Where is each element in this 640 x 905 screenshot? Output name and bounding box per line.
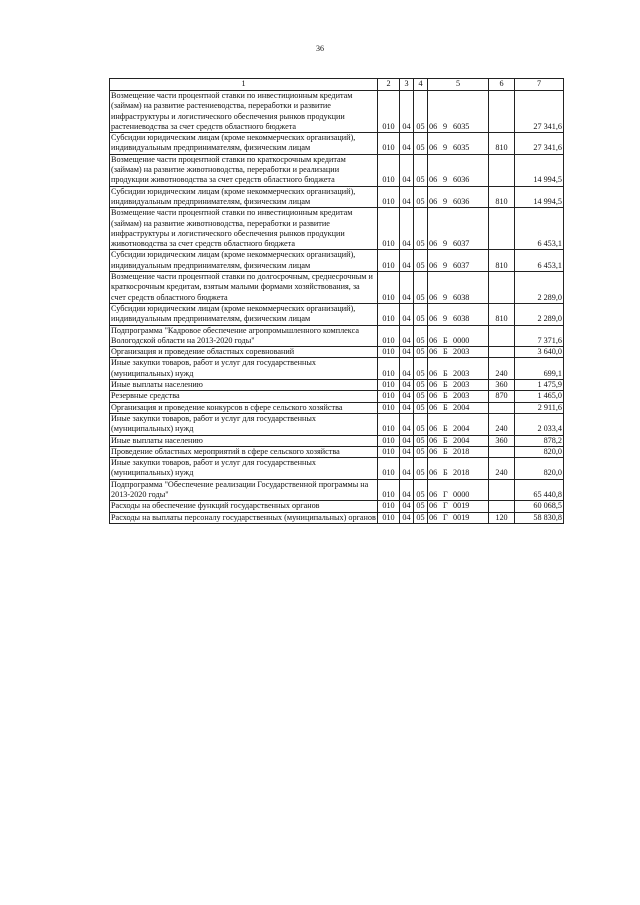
code-program: 06 bbox=[429, 501, 438, 511]
row-col2: 010 bbox=[378, 133, 400, 155]
code-subprogram: Б bbox=[443, 347, 448, 357]
code-program: 06 bbox=[429, 335, 438, 345]
code-program: 06 bbox=[429, 239, 438, 249]
row-col6 bbox=[489, 402, 515, 413]
row-name: Субсидии юридическим лицам (кроме некоммерческих организаций), индивидуальным предпринимателям, физическим лицам bbox=[110, 186, 378, 208]
row-col5 bbox=[428, 250, 489, 272]
row-amount: 7 371,6 bbox=[515, 325, 564, 347]
code-subprogram: 9 bbox=[443, 175, 448, 185]
table-row bbox=[110, 208, 564, 250]
row-col2: 010 bbox=[378, 272, 400, 304]
row-col4: 05 bbox=[414, 303, 428, 325]
code-direction: 6037 bbox=[453, 239, 470, 249]
row-col6 bbox=[489, 325, 515, 347]
row-amount: 1 475,9 bbox=[515, 380, 564, 391]
header-cell: 6 bbox=[489, 79, 515, 91]
table-row bbox=[110, 154, 564, 186]
code-direction: 0019 bbox=[453, 512, 470, 522]
row-name: Резервные средства bbox=[110, 391, 378, 402]
row-col2: 010 bbox=[378, 250, 400, 272]
budget-table bbox=[109, 78, 564, 524]
table-row bbox=[110, 446, 564, 457]
code-program: 06 bbox=[429, 402, 438, 412]
table-row bbox=[110, 402, 564, 413]
row-amount: 60 068,5 bbox=[515, 501, 564, 512]
table-row bbox=[110, 303, 564, 325]
row-col4: 05 bbox=[414, 208, 428, 250]
code-direction: 2018 bbox=[453, 468, 470, 478]
row-col2: 010 bbox=[378, 435, 400, 446]
row-col5 bbox=[428, 512, 489, 523]
row-amount: 878,2 bbox=[515, 435, 564, 446]
row-col2: 010 bbox=[378, 501, 400, 512]
row-col2: 010 bbox=[378, 303, 400, 325]
row-col3: 04 bbox=[400, 512, 414, 523]
row-name: Иные выплаты населению bbox=[110, 435, 378, 446]
code-subprogram: 9 bbox=[443, 121, 448, 131]
row-name: Иные закупки товаров, работ и услуг для государственных (муниципальных) нужд bbox=[110, 458, 378, 480]
row-col4: 05 bbox=[414, 325, 428, 347]
row-col3: 04 bbox=[400, 446, 414, 457]
code-direction: 2003 bbox=[453, 391, 470, 401]
row-name: Иные выплаты населению bbox=[110, 380, 378, 391]
code-direction: 6035 bbox=[453, 143, 470, 153]
table-row bbox=[110, 435, 564, 446]
row-col5 bbox=[428, 303, 489, 325]
row-col2: 010 bbox=[378, 391, 400, 402]
row-col6: 360 bbox=[489, 380, 515, 391]
row-amount: 6 453,1 bbox=[515, 250, 564, 272]
row-col3: 04 bbox=[400, 458, 414, 480]
code-direction: 6035 bbox=[453, 121, 470, 131]
code-subprogram: Б bbox=[443, 335, 448, 345]
row-col5 bbox=[428, 458, 489, 480]
code-direction: 2003 bbox=[453, 380, 470, 390]
code-direction: 2018 bbox=[453, 446, 470, 456]
row-col2: 010 bbox=[378, 458, 400, 480]
row-col6 bbox=[489, 446, 515, 457]
row-amount: 27 341,6 bbox=[515, 133, 564, 155]
row-name: Иные закупки товаров, работ и услуг для государственных (муниципальных) нужд bbox=[110, 413, 378, 435]
row-col4: 05 bbox=[414, 272, 428, 304]
row-amount: 27 341,6 bbox=[515, 91, 564, 133]
table-row bbox=[110, 325, 564, 347]
code-program: 06 bbox=[429, 424, 438, 434]
row-col2: 010 bbox=[378, 325, 400, 347]
row-amount: 2 911,6 bbox=[515, 402, 564, 413]
code-program: 06 bbox=[429, 121, 438, 131]
row-name: Иные закупки товаров, работ и услуг для государственных (муниципальных) нужд bbox=[110, 358, 378, 380]
row-amount: 6 453,1 bbox=[515, 208, 564, 250]
row-amount: 14 994,5 bbox=[515, 154, 564, 186]
code-program: 06 bbox=[429, 380, 438, 390]
row-col6: 240 bbox=[489, 413, 515, 435]
row-col2: 010 bbox=[378, 446, 400, 457]
code-program: 06 bbox=[429, 368, 438, 378]
row-name: Проведение областных мероприятий в сфере сельского хозяйства bbox=[110, 446, 378, 457]
code-subprogram: 9 bbox=[443, 143, 448, 153]
row-col4: 05 bbox=[414, 380, 428, 391]
row-col5 bbox=[428, 208, 489, 250]
table-row bbox=[110, 358, 564, 380]
row-col2: 010 bbox=[378, 154, 400, 186]
table-row bbox=[110, 380, 564, 391]
code-program: 06 bbox=[429, 468, 438, 478]
code-program: 06 bbox=[429, 260, 438, 270]
table-row bbox=[110, 391, 564, 402]
row-col3: 04 bbox=[400, 186, 414, 208]
code-subprogram: Б bbox=[443, 391, 448, 401]
row-amount: 699,1 bbox=[515, 358, 564, 380]
row-name: Подпрограмма "Кадровое обеспечение агропромышленного комплекса Вологодской области на 2013-2020 годы" bbox=[110, 325, 378, 347]
code-subprogram: 9 bbox=[443, 292, 448, 302]
row-col3: 04 bbox=[400, 391, 414, 402]
row-col6 bbox=[489, 272, 515, 304]
row-amount: 3 640,0 bbox=[515, 347, 564, 358]
row-col5 bbox=[428, 186, 489, 208]
row-col2: 010 bbox=[378, 208, 400, 250]
row-col5 bbox=[428, 413, 489, 435]
row-col4: 05 bbox=[414, 458, 428, 480]
row-col6: 810 bbox=[489, 133, 515, 155]
code-subprogram: Б bbox=[443, 424, 448, 434]
row-name: Субсидии юридическим лицам (кроме некоммерческих организаций), индивидуальным предпринимателям, физическим лицам bbox=[110, 250, 378, 272]
row-col5 bbox=[428, 446, 489, 457]
header-row bbox=[110, 79, 564, 91]
row-col6: 810 bbox=[489, 250, 515, 272]
row-col2: 010 bbox=[378, 91, 400, 133]
row-col5 bbox=[428, 347, 489, 358]
code-program: 06 bbox=[429, 489, 438, 499]
row-col4: 05 bbox=[414, 250, 428, 272]
code-direction: 2003 bbox=[453, 347, 470, 357]
row-name: Субсидии юридическим лицам (кроме некоммерческих организаций), индивидуальным предпринимателям, физическим лицам bbox=[110, 303, 378, 325]
row-col3: 04 bbox=[400, 380, 414, 391]
row-col6 bbox=[489, 208, 515, 250]
row-col3: 04 bbox=[400, 358, 414, 380]
code-subprogram: Г bbox=[443, 512, 448, 522]
row-col2: 010 bbox=[378, 186, 400, 208]
header-cell: 3 bbox=[400, 79, 414, 91]
row-amount: 2 289,0 bbox=[515, 272, 564, 304]
row-amount: 1 465,0 bbox=[515, 391, 564, 402]
code-subprogram: Б bbox=[443, 435, 448, 445]
header-cell: 4 bbox=[414, 79, 428, 91]
header-cell: 2 bbox=[378, 79, 400, 91]
row-col4: 05 bbox=[414, 435, 428, 446]
row-col5 bbox=[428, 325, 489, 347]
code-subprogram: Б bbox=[443, 468, 448, 478]
row-col6 bbox=[489, 479, 515, 501]
code-program: 06 bbox=[429, 143, 438, 153]
row-col3: 04 bbox=[400, 250, 414, 272]
row-col3: 04 bbox=[400, 208, 414, 250]
row-col4: 05 bbox=[414, 347, 428, 358]
row-name: Возмещение части процентной ставки по краткосрочным кредитам (займам) на развитие животноводства, переработки и реализации продукции животноводства за счет средств областного бюджета bbox=[110, 154, 378, 186]
header-cell: 7 bbox=[515, 79, 564, 91]
row-col2: 010 bbox=[378, 479, 400, 501]
row-col5 bbox=[428, 358, 489, 380]
code-subprogram: 9 bbox=[443, 196, 448, 206]
row-col6: 240 bbox=[489, 458, 515, 480]
row-amount: 2 033,4 bbox=[515, 413, 564, 435]
row-col3: 04 bbox=[400, 413, 414, 435]
row-col5 bbox=[428, 91, 489, 133]
table-row bbox=[110, 479, 564, 501]
code-subprogram: Г bbox=[443, 501, 448, 511]
row-col3: 04 bbox=[400, 435, 414, 446]
row-col4: 05 bbox=[414, 154, 428, 186]
row-col4: 05 bbox=[414, 133, 428, 155]
code-direction: 2004 bbox=[453, 402, 470, 412]
code-direction: 6037 bbox=[453, 260, 470, 270]
row-col2: 010 bbox=[378, 380, 400, 391]
row-col5 bbox=[428, 402, 489, 413]
table-row bbox=[110, 186, 564, 208]
code-program: 06 bbox=[429, 435, 438, 445]
row-col6 bbox=[489, 501, 515, 512]
code-direction: 6038 bbox=[453, 292, 470, 302]
code-program: 06 bbox=[429, 196, 438, 206]
row-name: Подпрограмма "Обеспечение реализации Государственной программы на 2013-2020 годы" bbox=[110, 479, 378, 501]
row-col3: 04 bbox=[400, 272, 414, 304]
row-name: Субсидии юридическим лицам (кроме некоммерческих организаций), индивидуальным предпринимателям, физическим лицам bbox=[110, 133, 378, 155]
row-col3: 04 bbox=[400, 303, 414, 325]
row-col6: 810 bbox=[489, 186, 515, 208]
code-subprogram: Б bbox=[443, 368, 448, 378]
table-row bbox=[110, 501, 564, 512]
code-direction: 6036 bbox=[453, 175, 470, 185]
code-program: 06 bbox=[429, 512, 438, 522]
row-col4: 05 bbox=[414, 402, 428, 413]
row-col3: 04 bbox=[400, 325, 414, 347]
code-subprogram: Б bbox=[443, 446, 448, 456]
table-row bbox=[110, 133, 564, 155]
code-subprogram: 9 bbox=[443, 314, 448, 324]
code-subprogram: 9 bbox=[443, 260, 448, 270]
row-col2: 010 bbox=[378, 402, 400, 413]
row-col6: 810 bbox=[489, 303, 515, 325]
row-amount: 14 994,5 bbox=[515, 186, 564, 208]
row-col5 bbox=[428, 391, 489, 402]
code-direction: 0000 bbox=[453, 335, 470, 345]
row-name: Организация и проведение конкурсов в сфере сельского хозяйства bbox=[110, 402, 378, 413]
table-row bbox=[110, 512, 564, 523]
row-col3: 04 bbox=[400, 501, 414, 512]
row-col4: 05 bbox=[414, 446, 428, 457]
code-program: 06 bbox=[429, 292, 438, 302]
row-name: Возмещение части процентной ставки по инвестиционным кредитам (займам) на развитие растениеводства, переработки и развитие инфраструктуры и логистического обеспечения рынков продукции растениеводства за счет средств областного бюджета bbox=[110, 91, 378, 133]
code-direction: 6038 bbox=[453, 314, 470, 324]
row-col2: 010 bbox=[378, 347, 400, 358]
row-col2: 010 bbox=[378, 413, 400, 435]
row-col3: 04 bbox=[400, 402, 414, 413]
row-col2: 010 bbox=[378, 512, 400, 523]
row-col5 bbox=[428, 380, 489, 391]
row-col5 bbox=[428, 501, 489, 512]
code-program: 06 bbox=[429, 314, 438, 324]
row-col3: 04 bbox=[400, 347, 414, 358]
row-amount: 820,0 bbox=[515, 446, 564, 457]
table-row bbox=[110, 250, 564, 272]
row-col5 bbox=[428, 154, 489, 186]
code-direction: 2004 bbox=[453, 435, 470, 445]
code-direction: 0019 bbox=[453, 501, 470, 511]
page-number: 36 bbox=[316, 44, 324, 53]
row-col5 bbox=[428, 479, 489, 501]
code-direction: 6036 bbox=[453, 196, 470, 206]
row-col4: 05 bbox=[414, 91, 428, 133]
row-amount: 2 289,0 bbox=[515, 303, 564, 325]
code-program: 06 bbox=[429, 175, 438, 185]
row-col6: 120 bbox=[489, 512, 515, 523]
table-row bbox=[110, 413, 564, 435]
row-col4: 05 bbox=[414, 479, 428, 501]
row-name: Расходы на выплаты персоналу государственных (муниципальных) органов bbox=[111, 512, 376, 522]
row-col6: 240 bbox=[489, 358, 515, 380]
code-direction: 0000 bbox=[453, 489, 470, 499]
code-direction: 2003 bbox=[453, 368, 470, 378]
header-cell: 1 bbox=[110, 79, 378, 91]
row-amount: 58 830,8 bbox=[515, 512, 564, 523]
row-col4: 05 bbox=[414, 358, 428, 380]
code-program: 06 bbox=[429, 347, 438, 357]
row-col3: 04 bbox=[400, 91, 414, 133]
row-col3: 04 bbox=[400, 154, 414, 186]
header-cell: 5 bbox=[428, 79, 489, 91]
table-row bbox=[110, 458, 564, 480]
code-program: 06 bbox=[429, 446, 438, 456]
row-col4: 05 bbox=[414, 512, 428, 523]
code-subprogram: 9 bbox=[443, 239, 448, 249]
row-col5 bbox=[428, 133, 489, 155]
row-name: Организация и проведение областных соревнований bbox=[110, 347, 378, 358]
row-col5 bbox=[428, 435, 489, 446]
row-name: Расходы на обеспечение функций государственных органов bbox=[110, 501, 378, 512]
code-subprogram: Б bbox=[443, 402, 448, 412]
row-amount: 820,0 bbox=[515, 458, 564, 480]
row-col6: 870 bbox=[489, 391, 515, 402]
row-col6: 360 bbox=[489, 435, 515, 446]
row-col6 bbox=[489, 91, 515, 133]
row-col6 bbox=[489, 154, 515, 186]
row-col4: 05 bbox=[414, 501, 428, 512]
row-name: Возмещение части процентной ставки по инвестиционным кредитам (займам) на развитие животноводства, переработки и развитие инфраструктуры и логистического обеспечения рынков продукции животноводства за счет средств областного бюджета bbox=[110, 208, 378, 250]
code-direction: 2004 bbox=[453, 424, 470, 434]
row-col3: 04 bbox=[400, 479, 414, 501]
table-row bbox=[110, 347, 564, 358]
row-col3: 04 bbox=[400, 133, 414, 155]
row-col6 bbox=[489, 347, 515, 358]
row-col4: 05 bbox=[414, 391, 428, 402]
row-amount: 65 440,8 bbox=[515, 479, 564, 501]
row-col4: 05 bbox=[414, 186, 428, 208]
row-col4: 05 bbox=[414, 413, 428, 435]
table-row bbox=[110, 91, 564, 133]
code-subprogram: Б bbox=[443, 380, 448, 390]
code-subprogram: Г bbox=[443, 489, 448, 499]
row-name: Возмещение части процентной ставки по долгосрочным, среднесрочным и краткосрочным кредитам, взятым малыми формами хозяйствования, за счет средств областного бюджета bbox=[110, 272, 378, 304]
table-row bbox=[110, 272, 564, 304]
row-col2: 010 bbox=[378, 358, 400, 380]
code-program: 06 bbox=[429, 391, 438, 401]
row-col5 bbox=[428, 272, 489, 304]
